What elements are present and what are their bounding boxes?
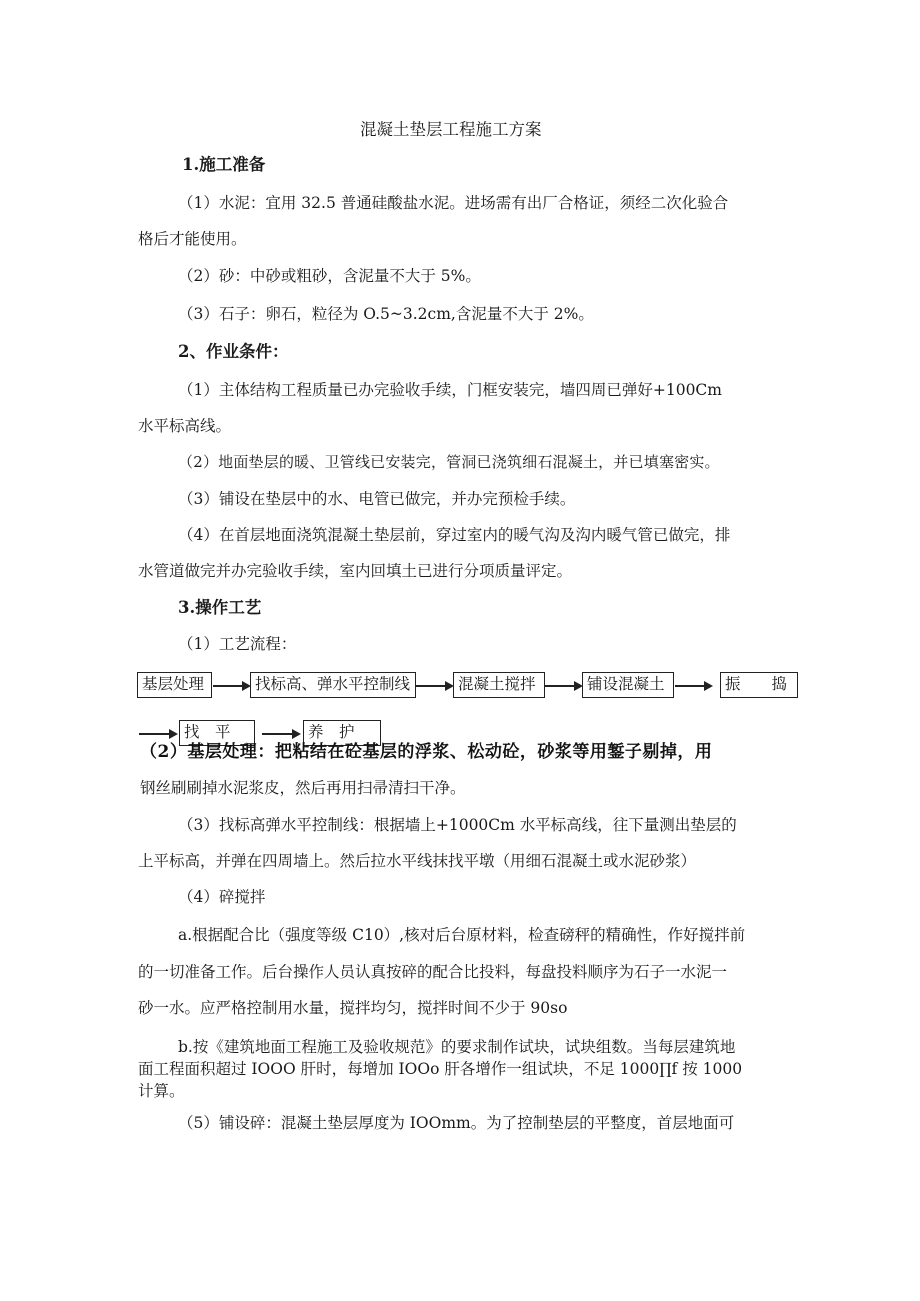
paragraph: a.根据配合比（强度等级 C10）,核对后台原材料，检查磅秤的精确性，作好搅拌前 bbox=[178, 926, 746, 944]
paragraph: （2）砂：中砂或粗砂，含泥量不大于 5%。 bbox=[178, 267, 481, 285]
flow-arrow bbox=[675, 685, 711, 687]
flow-step-base-treatment: 基层处理 bbox=[137, 672, 212, 698]
paragraph: 格后才能使用。 bbox=[138, 230, 247, 248]
paragraph: 的一切准备工作。后台操作人员认真按碎的配合比投料，每盘投料顺序为石子一水泥一 bbox=[138, 963, 728, 981]
paragraph: （5）铺设碎：混凝土垫层厚度为 IOOmm。为了控制垫层的平整度，首层地面可 bbox=[178, 1114, 735, 1132]
section-3-heading: 3.操作工艺 bbox=[178, 598, 262, 617]
paragraph: 砂一水。应严格控制用水量，搅拌均匀，搅拌时间不少于 90so bbox=[138, 999, 568, 1017]
paragraph: （4）在首层地面浇筑混凝土垫层前，穿过室内的暖气沟及沟内暖气管已做完，排 bbox=[178, 526, 731, 544]
paragraph: （1）工艺流程： bbox=[178, 635, 297, 653]
flow-arrow bbox=[213, 685, 249, 687]
paragraph: b.按《建筑地面工程施工及验收规范》的要求制作试块，试块组数。当每层建筑地 bbox=[178, 1038, 736, 1056]
paragraph: （3）找标高弹水平控制线：根据墙上+1000Cm 水平标高线，往下量测出垫层的 bbox=[178, 816, 737, 834]
paragraph: 计算。 bbox=[138, 1082, 185, 1100]
paragraph: 水平标高线。 bbox=[138, 417, 232, 435]
paragraph: 钢丝刷刷掉水泥浆皮，然后再用扫帚清扫干净。 bbox=[140, 779, 466, 797]
paragraph: （4）碎搅拌 bbox=[178, 888, 266, 906]
flow-step-level: 找 平 bbox=[179, 720, 255, 746]
flow-step-pour-concrete: 铺设混凝土 bbox=[582, 672, 674, 698]
paragraph: （3）石子：卵石，粒径为 O.5~3.2cm,含泥量不大于 2%。 bbox=[178, 305, 594, 323]
section-2-heading: 2、作业条件： bbox=[178, 342, 289, 361]
flow-arrow bbox=[545, 685, 581, 687]
flow-step-leveling-lines: 找标高、弹水平控制线 bbox=[250, 672, 416, 698]
paragraph: （3）铺设在垫层中的水、电管已做完，并办完预检手续。 bbox=[178, 490, 576, 508]
flow-step-vibrate: 振 捣 bbox=[720, 672, 798, 698]
paragraph: 面工程面积超过 IOOO 肝时，每增加 IOOo 肝各增作一组试块，不足 1000∏f 按 1000 bbox=[138, 1060, 743, 1078]
flow-step-curing: 养 护 bbox=[303, 720, 381, 746]
paragraph: （2）基层处理：把粘结在砼基层的浮浆、松动砼，砂浆等用錾子剔掉，用 bbox=[140, 742, 713, 762]
flow-arrow bbox=[262, 733, 299, 735]
flow-arrow bbox=[416, 685, 452, 687]
paragraph: 水管道做完并办完验收手续，室内回填土已进行分项质量评定。 bbox=[138, 562, 573, 580]
paragraph: （1）水泥：宜用 32.5 普通硅酸盐水泥。进场需有出厂合格证，须经二次化验合 bbox=[178, 194, 729, 212]
paragraph: （1）主体结构工程质量已办完验收手续，门框安装完，墙四周已弹好+100Cm bbox=[178, 381, 722, 399]
section-1-heading: 1.施工准备 bbox=[182, 155, 266, 174]
doc-title: 混凝土垫层工程施工方案 bbox=[360, 120, 542, 139]
paragraph: 上平标高，并弹在四周墙上。然后拉水平线抹找平墩（用细石混凝土或水泥砂浆） bbox=[138, 852, 697, 870]
paragraph: （2）地面垫层的暖、卫管线已安装完，管洞已浇筑细石混凝土，并已填塞密实。 bbox=[178, 453, 720, 471]
flow-arrow bbox=[139, 733, 176, 735]
flow-step-concrete-mixing: 混凝土搅拌 bbox=[453, 672, 545, 698]
